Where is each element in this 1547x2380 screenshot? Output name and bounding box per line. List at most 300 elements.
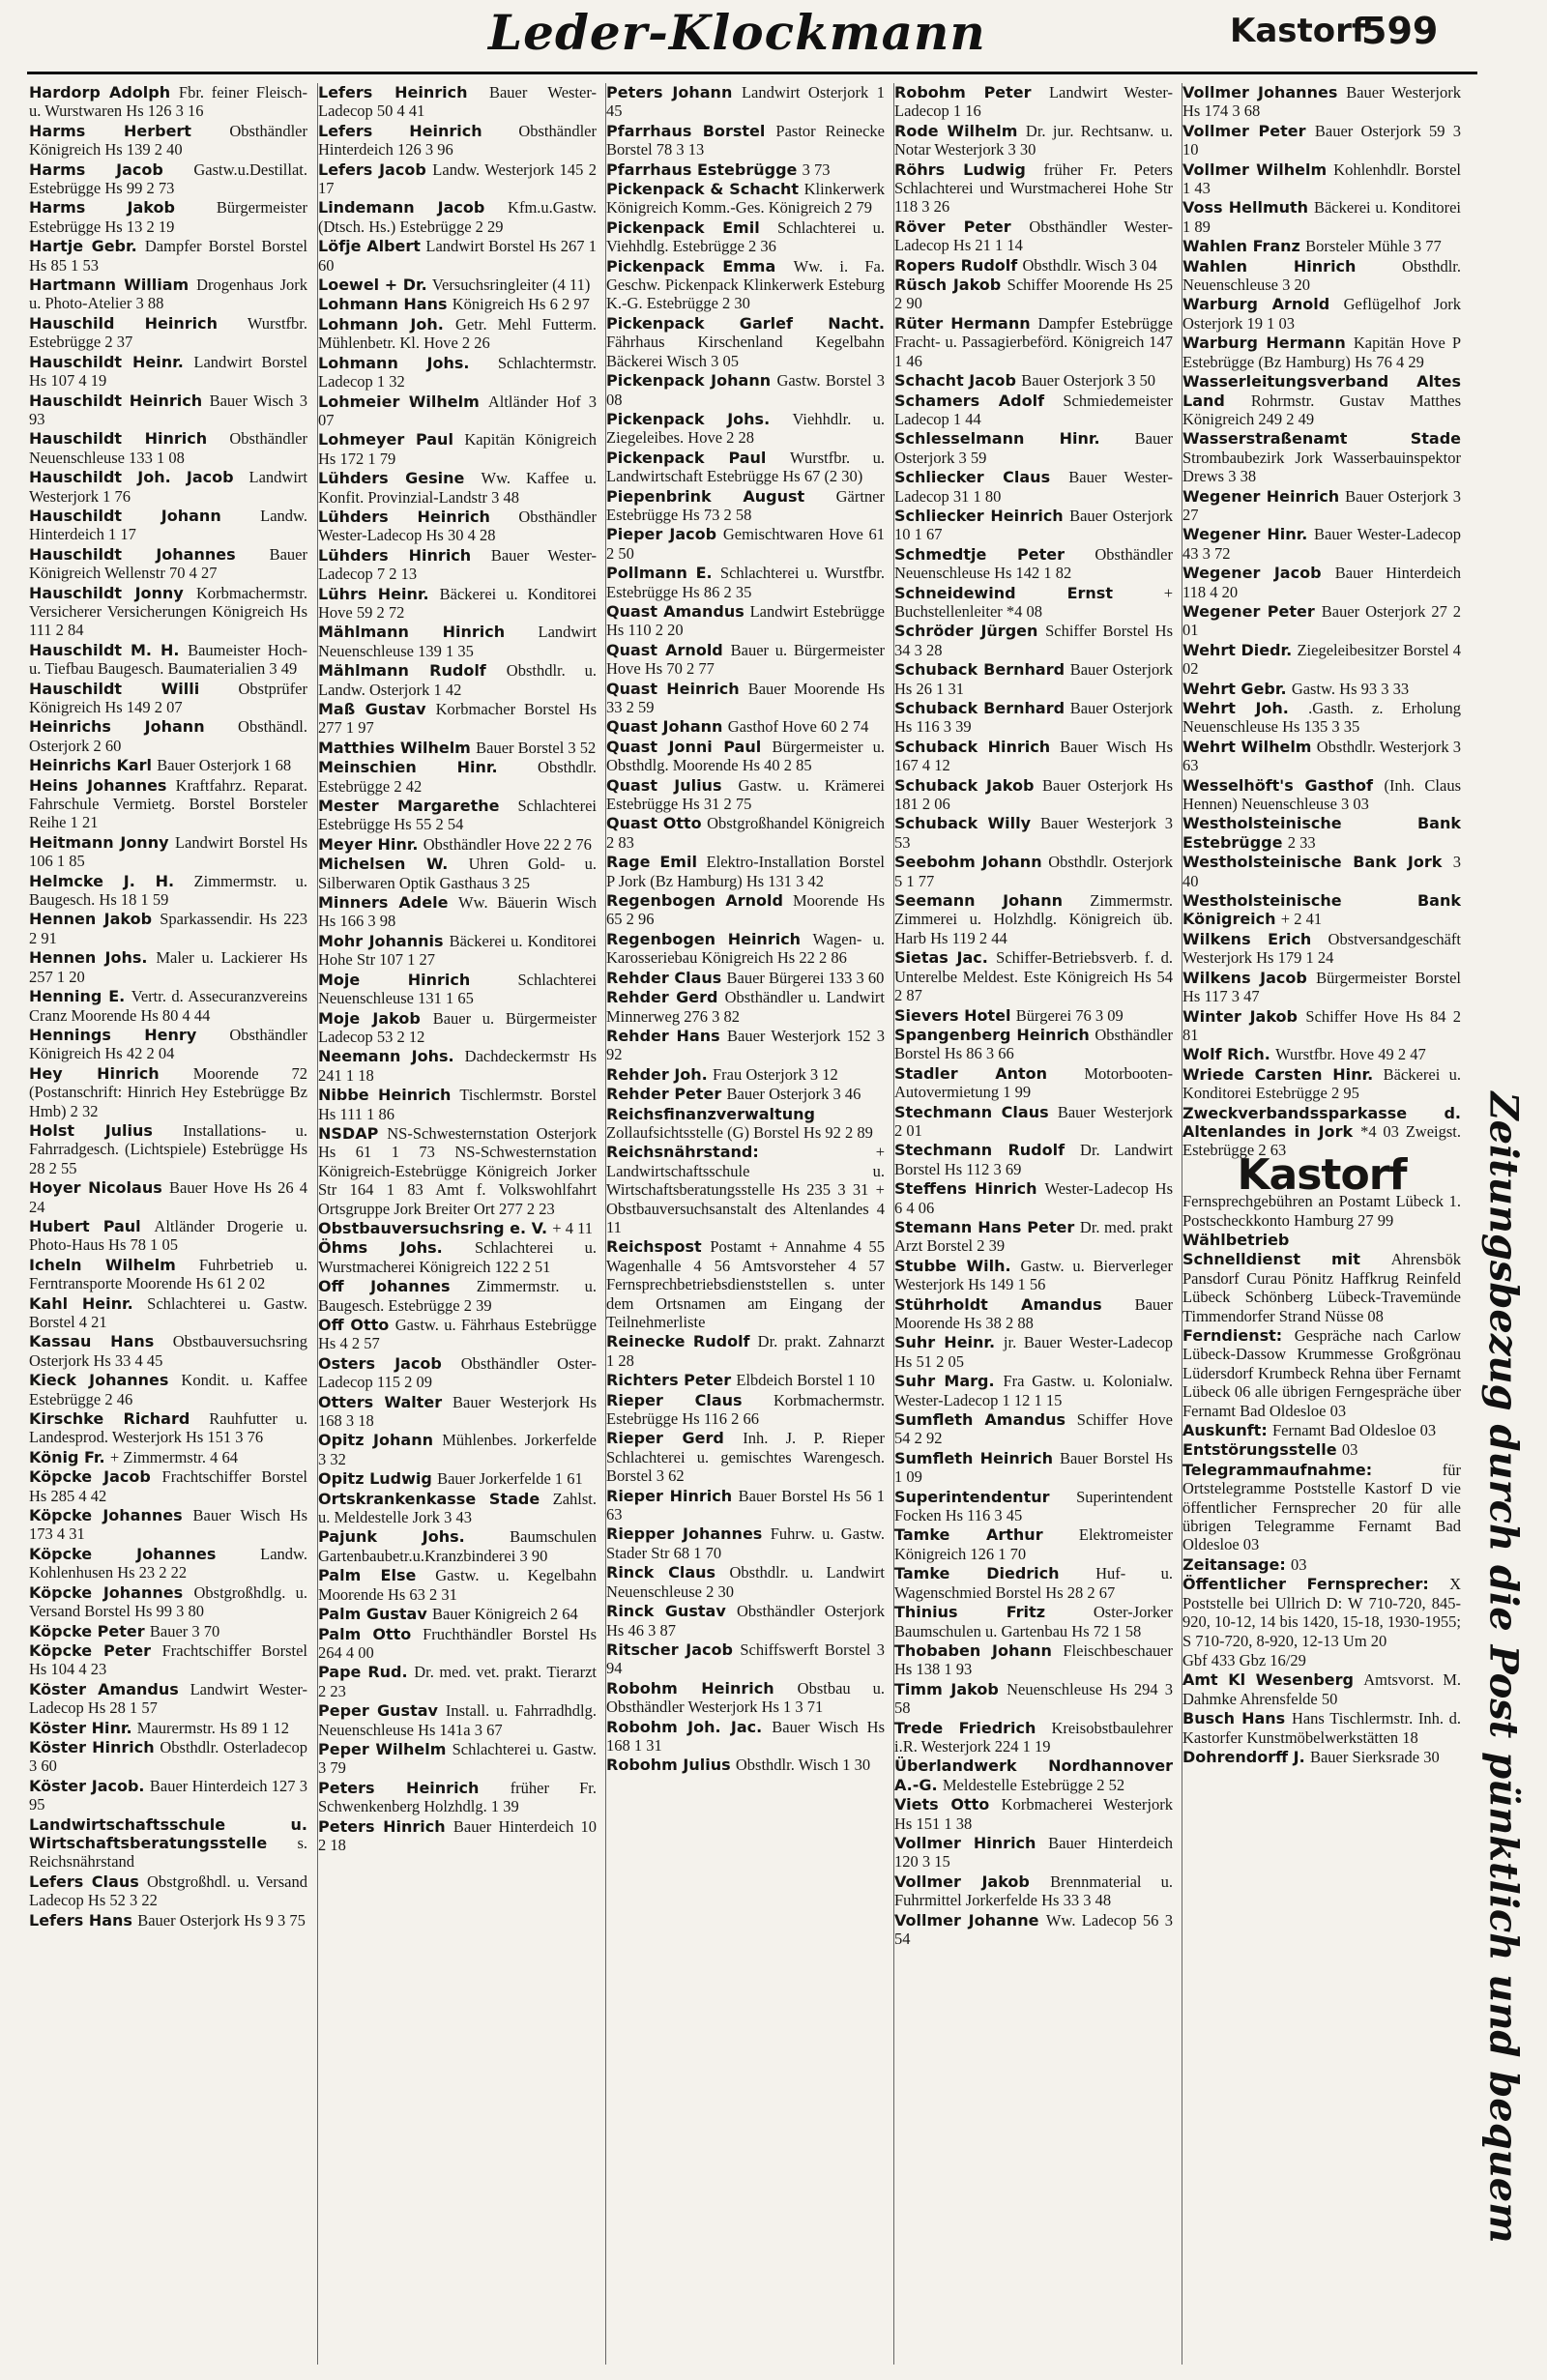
entry-name: Röhrs Ludwig	[894, 160, 1026, 179]
entry-details: Bauer Moorende Hs 33 2 59	[606, 679, 885, 716]
entry-details: Schlachterei Neuenschleuse 131 1 65	[318, 970, 597, 1008]
directory-entry	[318, 1277, 597, 1315]
entry-name: Wriede Carsten Hinr.	[1182, 1064, 1374, 1084]
directory-entry	[1182, 602, 1461, 640]
entry-details: Bauer Hinterdeich 120 3 15	[894, 1833, 1173, 1872]
entry-details: früher Fr. Peters Schlachterei und Wurstmacherei Hohe Str 118 3 26	[894, 160, 1173, 217]
directory-entry	[606, 1640, 885, 1678]
entry-name: Landwirtschaftsschule u. Wirtschaftsberatungsstelle	[29, 1814, 307, 1852]
entry-details: Obsthändler Wester-Ladecop Hs 21 1 14	[894, 217, 1173, 255]
entry-name: Quast Otto	[606, 814, 702, 833]
directory-entry	[318, 315, 597, 353]
entry-details: Landw. Hinterdeich 1 17	[29, 506, 307, 544]
entry-name: Suhr Marg.	[894, 1372, 995, 1391]
entry-name: Steffens Hinrich	[894, 1179, 1037, 1199]
directory-entry	[29, 507, 307, 544]
entry-name: Schuback Hinrich	[894, 737, 1051, 756]
entry-name: Rüter Hermann	[894, 313, 1031, 333]
directory-entry	[29, 1506, 307, 1544]
entry-details: Gastw. Hs 93 3 33	[1291, 679, 1410, 698]
entry-name: Kassau Hans	[29, 1332, 155, 1351]
entry-name: Hennen Jakob	[29, 910, 153, 929]
directory-entry	[1182, 334, 1461, 371]
entry-name: Timm Jakob	[894, 1679, 999, 1698]
entry-name: Neemann Johs.	[318, 1047, 454, 1066]
entry-details: Bauer Osterjork 3 50	[1021, 371, 1156, 391]
entry-name: Schuback Bernhard	[894, 699, 1065, 717]
directory-entry	[29, 756, 307, 774]
directory-entry	[29, 429, 307, 467]
entry-name: Wehrt Wilhelm	[1182, 737, 1312, 756]
entry-details: Bauer Borstel 3 52	[476, 738, 597, 757]
entry-details: Obsthändler Königreich Hs 42 2 04	[29, 1025, 307, 1063]
directory-entry	[606, 814, 885, 852]
column-3	[605, 83, 885, 2365]
entry-details: 3 73	[802, 160, 831, 179]
entry-details: Rohrmstr. Gustav Matthes Königreich 249 2 49	[1182, 391, 1461, 428]
entry-details: Drogenhaus Jork u. Photo-Atelier 3 88	[29, 276, 307, 313]
directory-entry	[894, 468, 1173, 506]
entry-name: Wesselhöft's Gasthof	[1182, 775, 1373, 795]
directory-entry	[318, 739, 597, 757]
entry-name: Seemann Johann	[894, 891, 1063, 911]
directory-entry	[29, 160, 307, 198]
entry-details: Korbmacher Borstel Hs 277 1 97	[318, 700, 597, 738]
directory-entry	[606, 257, 885, 313]
directory-entry	[606, 776, 885, 814]
entry-details: Obstbau u. Obsthändler Westerjork Hs 1 3 71	[606, 1678, 885, 1717]
entry-details: Korbmachermstr. Versicherer Versicherungen Königreich Hs 111 2 84	[29, 583, 307, 640]
entry-name: Entstörungsstelle	[1182, 1440, 1337, 1460]
entry-name: Palm Else	[318, 1566, 417, 1585]
entry-details: Bauer Osterjork Hs 181 2 06	[894, 775, 1173, 814]
directory-entry	[29, 584, 307, 640]
directory-entry	[1182, 1007, 1461, 1045]
entry-details: Bauer u. Bürgermeister Hove Hs 70 2 77	[606, 640, 885, 679]
entry-name: Peters Heinrich	[318, 1778, 480, 1797]
directory-entry	[1182, 680, 1461, 698]
entry-details: Installations- u. Fahrradgesch. (Lichtspiele) Estebrügge Hs 28 2 55	[29, 1120, 307, 1177]
entry-details: Wagen- u. Karosseriebau Königreich Hs 22 2 86	[606, 929, 885, 968]
directory-entry	[1182, 372, 1461, 428]
entry-details: Sparkassendir. Hs 223 2 91	[29, 910, 307, 947]
directory-entry	[894, 1795, 1173, 1833]
entry-name: Lohmeyer Paul	[318, 430, 453, 450]
entry-details: Gastw. u. Kegelbahn Moorende Hs 63 2 31	[318, 1566, 597, 1604]
directory-entry	[29, 392, 307, 429]
directory-entry	[29, 314, 307, 352]
directory-entry	[318, 1124, 597, 1218]
entry-name: Stubbe Wilh.	[894, 1256, 1011, 1275]
entry-details: Borsteler Mühle 3 77	[1305, 237, 1442, 256]
entry-name: Mohr Johannis	[318, 931, 444, 950]
entry-name: Hauschildt Joh. Jacob	[29, 468, 234, 487]
entry-details: Wurstfbr. u. Landwirtschaft Estebrügge Hs 67 (2 30)	[606, 448, 885, 486]
entry-details: Strombaubezirk Jork Wasserbauinspektor Drews 3 38	[1182, 448, 1461, 486]
entry-name: Michelsen W.	[318, 855, 449, 874]
entry-name: Lohmeier Wilhelm	[318, 392, 480, 411]
entry-details: Bauer Hove Hs 26 4 24	[29, 1178, 307, 1216]
entry-details: Fernsprechgebühren an Postamt Lübeck 1. Postscheckkonto Hamburg 27 99	[1182, 1192, 1461, 1230]
entry-details: Bauer Königreich Wellenstr 70 4 27	[29, 544, 307, 583]
entry-details: Versuchsringleiter (4 11)	[431, 276, 591, 295]
directory-entry	[29, 1545, 307, 1582]
directory-entry	[318, 1393, 597, 1431]
directory-entry	[318, 1009, 597, 1047]
entry-details: Bauer Borstel Hs 56 1 63	[606, 1486, 885, 1524]
entry-name: Hennings Henry	[29, 1025, 197, 1044]
entry-details: Bauer Wester-Ladecop 31 1 80	[894, 468, 1173, 506]
directory-entry	[29, 1622, 307, 1640]
entry-name: Hartmann William	[29, 276, 190, 295]
directory-entry	[318, 797, 597, 834]
directory-entry	[606, 853, 885, 890]
entry-details: Neuenschleuse Hs 294 3 58	[894, 1679, 1173, 1718]
directory-entry	[894, 1333, 1173, 1371]
entry-name: Pieper Jacob	[606, 525, 717, 544]
entry-name: Reichsnährstand:	[606, 1143, 759, 1162]
entry-details: Obstbauversuchsring Osterjork Hs 33 4 45	[29, 1332, 307, 1370]
page-number: 599	[1361, 10, 1439, 52]
directory-entry	[29, 122, 307, 160]
entry-details: Kreisobstbaulehrer i.R. Westerjork 224 1 19	[894, 1718, 1173, 1756]
entry-name: Stührholdt Amandus	[894, 1294, 1102, 1314]
directory-entry	[29, 872, 307, 910]
directory-entry	[29, 353, 307, 391]
directory-entry	[606, 717, 885, 736]
directory-entry	[29, 910, 307, 947]
directory-entry	[29, 1217, 307, 1255]
directory-entry	[29, 1409, 307, 1447]
entry-details: Bäckerei u. Konditorei Hove 59 2 72	[318, 584, 597, 622]
directory-entry	[29, 1641, 307, 1679]
entry-details: Viehhdlr. u. Ziegeleibes. Hove 2 28	[606, 409, 885, 448]
entry-details: Frachtschiffer Borstel Hs 285 4 42	[29, 1467, 307, 1505]
entry-details: Altländer Hof 3 07	[318, 392, 597, 429]
entry-details: Bauer Osterjork 27 2 01	[1182, 601, 1461, 640]
directory-entry	[29, 717, 307, 755]
entry-name: Auskunft:	[1182, 1421, 1268, 1440]
entry-details: Vertr. d. Assecuranzvereins Cranz Moorende Hs 80 4 44	[29, 987, 307, 1025]
directory-entry	[1182, 1575, 1461, 1650]
entry-name: Regenbogen Arnold	[606, 891, 783, 911]
entry-details: Brennmaterial u. Fuhrmittel Jorkerfelde Hs 33 3 48	[894, 1872, 1173, 1910]
directory-entry	[894, 545, 1173, 583]
entry-name: Mählmann Hinrich	[318, 623, 506, 642]
entry-details: Ahrensbök Pansdorf Curau Pönitz Haffkrug Reinfeld Lübeck Schönberg Lübeck-Travemünde Timmendorfer Strand Nüsse 08	[1182, 1250, 1461, 1325]
entry-name: Tamke Arthur	[894, 1525, 1043, 1545]
entry-name: Vollmer Wilhelm	[1182, 160, 1328, 179]
entry-details: Fährhaus Kirschenland Kegelbahn Bäckerei Wisch 3 05	[606, 333, 885, 370]
directory-entry	[318, 354, 597, 392]
entry-name: Wählbetrieb	[1182, 1230, 1290, 1249]
entry-details: Dr. prakt. Zahnarzt 1 28	[606, 1332, 885, 1370]
entry-name: NSDAP	[318, 1123, 379, 1143]
directory-entry	[1182, 814, 1461, 852]
directory-entry	[606, 83, 885, 121]
entry-name: Sievers Hotel	[894, 1005, 1011, 1025]
entry-name: Wehrt Diedr.	[1182, 640, 1293, 659]
directory-entry	[894, 1141, 1173, 1178]
entry-details: + 4 11	[552, 1218, 593, 1237]
directory-entry	[894, 1449, 1173, 1487]
entry-name: Osters Jacob	[318, 1353, 442, 1373]
entry-details: Bauer Osterjork 3 27	[1182, 486, 1461, 524]
entry-name: Öffentlicher Fernsprecher:	[1182, 1575, 1429, 1594]
entry-details: Gastw.u.Destillat. Estebrügge Hs 99 2 73	[29, 160, 307, 198]
entry-details: Bauer Borstel Hs 1 09	[894, 1448, 1173, 1487]
directory-entry	[318, 1527, 597, 1565]
entry-name: Rehder Gerd	[606, 988, 718, 1007]
entry-name: Vollmer Peter	[1182, 121, 1306, 140]
entry-name: Wasserstraßenamt Stade	[1182, 429, 1461, 449]
entry-name: Peper Wilhelm	[318, 1739, 447, 1758]
directory-entry	[29, 276, 307, 313]
entry-details: Gespräche nach Carlow Lübeck-Dassow Krummesse Großgrönau Lüdersdorf Krumbeck Rehna über Fernamt Lübeck 06 alle übrigen Ferngespräche über Fernamt Bad Oldesloe 03	[1182, 1326, 1461, 1420]
entry-name: Thobaben Johann	[894, 1640, 1052, 1660]
directory-entry	[894, 1680, 1173, 1718]
directory-entry	[894, 660, 1173, 698]
entry-name: Zweckverbandssparkasse d. Altenlandes in Jork	[1182, 1103, 1461, 1141]
entry-details: Ziegeleibesitzer Borstel 4 02	[1182, 640, 1461, 679]
entry-name: Amt Kl Wesenberg	[1182, 1670, 1354, 1690]
entry-details: Obsthändler Wester-Ladecop Hs 30 4 28	[318, 507, 597, 545]
directory-entry	[894, 1603, 1173, 1640]
entry-name: Wegener Heinrich	[1182, 486, 1340, 506]
directory-entry	[318, 295, 597, 313]
directory-entry	[894, 1525, 1173, 1563]
entry-details: Rauhfutter u. Landesprod. Westerjork Hs 151 3 76	[29, 1409, 307, 1447]
entry-name: Köpcke Johannes	[29, 1544, 217, 1563]
entry-name: Heinrichs Johann	[29, 717, 205, 737]
directory-entry	[894, 1026, 1173, 1063]
directory-entry	[894, 218, 1173, 255]
entry-name: Pajunk Johs.	[318, 1527, 465, 1547]
entry-name: Rehder Claus	[606, 968, 722, 987]
entry-details: Dachdeckermstr Hs 241 1 18	[318, 1047, 597, 1085]
directory-entry	[894, 314, 1173, 370]
directory-entry	[29, 987, 307, 1025]
entry-name: Pickenpack Emma	[606, 256, 776, 276]
entry-details: Bauer Osterjork 59 3 10	[1182, 121, 1461, 160]
entry-details: Klinkerwerk Königreich Komm.-Ges. Königreich 2 79	[606, 180, 885, 218]
entry-details: Bauer Hinterdeich 127 3 95	[29, 1776, 307, 1814]
directory-entry	[894, 1295, 1173, 1333]
entry-name: Wolf Rich.	[1182, 1045, 1270, 1064]
entry-name: Pickenpack Johann	[606, 371, 772, 391]
directory-entry	[606, 1602, 885, 1640]
entry-name: Vollmer Hinrich	[894, 1833, 1036, 1852]
entry-name: Wegener Peter	[1182, 601, 1315, 621]
entry-name: Vollmer Johannes	[1182, 83, 1338, 102]
entry-details: Dampfer Borstel Borstel Hs 85 1 53	[29, 237, 307, 275]
entry-details: Wurstfbr. Estebrügge 2 37	[29, 313, 307, 352]
entry-name: Schuback Bernhard	[894, 660, 1065, 680]
entry-name: Quast Amandus	[606, 601, 744, 621]
entry-details: jr. Bauer Wester-Ladecop Hs 51 2 05	[894, 1333, 1173, 1371]
entry-details: Ww. Kaffee u. Konfit. Provinzial-Landstr 3 48	[318, 469, 597, 507]
directory-entry	[894, 122, 1173, 160]
entry-details: Wurstfbr. Hove 49 2 47	[1275, 1045, 1426, 1064]
entry-name: Überlandwerk Nordhannover A.-G.	[894, 1756, 1173, 1794]
entry-name: Lohmann Joh.	[318, 314, 444, 334]
directory-entry	[1182, 1440, 1461, 1459]
directory-columns	[29, 83, 1474, 2365]
entry-name: Rinck Gustav	[606, 1602, 726, 1621]
directory-entry	[894, 1719, 1173, 1756]
entry-name: Pickenpack Johs.	[606, 409, 771, 428]
entry-name: Helmcke J. H.	[29, 871, 175, 890]
entry-details: Zahlst. u. Meldestelle Jork 3 43	[318, 1489, 597, 1527]
directory-entry	[1182, 198, 1461, 236]
entry-details: Schiffer Borstel Hs 34 3 28	[894, 622, 1173, 659]
directory-entry	[318, 1740, 597, 1778]
directory-entry	[894, 1218, 1173, 1256]
entry-details: Bauer Westerjork 3 53	[894, 814, 1173, 852]
entry-name: Dohrendorff J.	[1182, 1747, 1305, 1766]
directory-entry	[606, 1391, 885, 1429]
directory-entry	[606, 371, 885, 409]
entry-details: Schlachterei u. Viehhdlg. Estebrügge 2 36	[606, 218, 885, 256]
directory-entry	[29, 1448, 307, 1466]
entry-details: Obsthändler Oster-Ladecop 115 2 09	[318, 1353, 597, 1392]
entry-name: Lohmann Johs.	[318, 353, 470, 372]
directory-entry	[894, 891, 1173, 947]
entry-details: 03	[1341, 1440, 1358, 1460]
directory-entry	[1182, 1421, 1461, 1439]
entry-name: Sumfleth Amandus	[894, 1410, 1066, 1430]
entry-details: Baumeister Hoch- u. Tiefbau Baugesch. Baumaterialien 3 49	[29, 640, 307, 679]
directory-entry	[606, 1487, 885, 1524]
entry-details: Gastw. Borstel 3 08	[606, 371, 885, 409]
directory-entry	[606, 1332, 885, 1370]
entry-name: Stadler Anton	[894, 1063, 1048, 1083]
entry-details: Wester-Ladecop Hs 6 4 06	[894, 1179, 1173, 1217]
entry-name: Hauschildt Hinrich	[29, 429, 208, 449]
entry-details: X Poststelle bei Ullrich D: W 710-720, 845-920, 10-12, 14 bis 1420, 15-18, 1930-1955; S 710-720, 8-920, 12-13 Um 20	[1182, 1575, 1461, 1650]
entry-name: Harms Jakob	[29, 198, 175, 218]
entry-name: Lühders Gesine	[318, 469, 465, 488]
entry-details: Bäckerei u. Konditorei Estebrügge 2 95	[1182, 1064, 1461, 1103]
entry-details: Dr. jur. Rechtsanw. u. Notar Westerjork 3 30	[894, 121, 1173, 160]
entry-name: Schamers Adolf	[894, 391, 1045, 410]
directory-entry	[606, 1371, 885, 1389]
entry-name: Off Otto	[318, 1316, 390, 1334]
directory-entry	[894, 699, 1173, 737]
entry-name: Hennen Johs.	[29, 948, 148, 968]
directory-entry	[318, 430, 597, 468]
entry-details: *4 03 Zweigst. Estebrügge 2 63	[1182, 1121, 1461, 1160]
entry-details: 2 33	[1287, 832, 1316, 852]
entry-details: Bauer Hinterdeich 118 4 20	[1182, 564, 1461, 601]
entry-details: Obsthändler Neuenschleuse Hs 142 1 82	[894, 544, 1173, 583]
directory-entry	[318, 1663, 597, 1700]
entry-name: Pickenpack & Schacht	[606, 180, 800, 199]
directory-entry	[606, 564, 885, 601]
directory-entry	[894, 371, 1173, 390]
entry-details: Obsthändler Neuenschleuse 133 1 08	[29, 429, 307, 467]
entry-name: Heinrichs Karl	[29, 756, 153, 775]
directory-entry	[606, 1679, 885, 1717]
entry-name: Köpcke Jacob	[29, 1467, 151, 1487]
entry-details: Superintendent Focken Hs 116 3 45	[894, 1487, 1173, 1525]
directory-entry	[606, 218, 885, 256]
entry-details: Bauer Wester-Ladecop 43 3 72	[1182, 525, 1461, 563]
entry-name: Rieper Gerd	[606, 1429, 724, 1448]
entry-details: Obsthändl. Osterjork 2 60	[29, 717, 307, 755]
directory-entry	[318, 855, 597, 892]
entry-name: Wehrt Joh.	[1182, 699, 1289, 717]
entry-name: Schneidewind Ernst	[894, 583, 1113, 602]
entry-name: Lefers Heinrich	[318, 121, 482, 140]
entry-details: Uhren Gold- u. Silberwaren Optik Gasthaus 3 25	[318, 855, 597, 892]
directory-entry	[894, 948, 1173, 1004]
directory-entry	[1182, 1326, 1461, 1420]
directory-entry	[606, 602, 885, 640]
entry-name: Ropers Rudolf	[894, 255, 1018, 275]
entry-details: Schiffer Hove Hs 84 2 81	[1182, 1006, 1461, 1044]
entry-details: Schlachtermstr. Ladecop 1 32	[318, 353, 597, 392]
sidebar-advert-text: Zeitungsbezug durch die Post pünktlich und bequem	[1480, 1091, 1527, 2244]
entry-name: Rehder Joh.	[606, 1064, 708, 1084]
directory-entry	[29, 1738, 307, 1776]
entry-name: Matthies Wilhelm	[318, 738, 471, 757]
directory-entry	[318, 1316, 597, 1353]
directory-entry	[1182, 429, 1461, 485]
entry-name: Westholsteinische Bank Königreich	[1182, 891, 1461, 929]
directory-entry	[318, 508, 597, 545]
entry-details: Moorende 72 (Postanschrift: Hinrich Hey Estebrügge Bz Hmb) 2 32	[29, 1063, 307, 1120]
directory-entry	[318, 1490, 597, 1527]
directory-entry	[29, 1680, 307, 1718]
entry-name: Rage Emil	[606, 853, 697, 872]
entry-name: Palm Otto	[318, 1624, 412, 1643]
entry-name: Vollmer Johanne	[894, 1910, 1039, 1930]
directory-entry	[1182, 1670, 1461, 1708]
entry-name: Regenbogen Heinrich	[606, 929, 802, 948]
entry-details: Meldestelle Estebrügge 2 52	[942, 1775, 1125, 1794]
entry-name: Nibbe Heinrich	[318, 1086, 452, 1105]
entry-name: Sumfleth Heinrich	[894, 1448, 1053, 1467]
entry-details: Obsthändler Borstel Hs 86 3 66	[894, 1025, 1173, 1063]
entry-details: Bürgermeister u. Obsthdlg. Moorende Hs 40 2 85	[606, 737, 885, 775]
sidebar-advert	[1470, 1091, 1537, 2244]
directory-entry	[894, 276, 1173, 313]
entry-details: Königreich Hs 6 2 97	[452, 295, 590, 314]
directory-entry	[894, 776, 1173, 814]
directory-entry	[606, 738, 885, 775]
entry-details: Bauer Wisch 3 93	[29, 391, 307, 428]
entry-details: Dampfer Estebrügge Fracht- u. Passagierbeförd. Königreich 147 1 46	[894, 313, 1173, 370]
entry-name: Hauschildt Heinr.	[29, 352, 184, 371]
directory-entry	[318, 237, 597, 275]
entry-name: Superintendentur	[894, 1487, 1050, 1506]
entry-details: Bürgermeister Estebrügge Hs 13 2 19	[29, 198, 307, 236]
entry-name: Mester Margarethe	[318, 797, 500, 816]
entry-details: Kfm.u.Gastw. (Dtsch. Hs.) Estebrügge 2 29	[318, 198, 597, 236]
directory-entry	[1182, 122, 1461, 160]
entry-name: Henning E.	[29, 987, 126, 1006]
entry-name: Sietas Jac.	[894, 948, 988, 968]
entry-name: Köpcke Johannes	[29, 1506, 183, 1525]
entry-details: Bauer Wisch Hs 167 4 12	[894, 737, 1173, 775]
entry-name: Westholsteinische Bank Jork	[1182, 853, 1443, 872]
entry-details: Kapitän Königreich Hs 172 1 79	[318, 430, 597, 468]
entry-details: Kondit. u. Kaffee Estebrügge 2 46	[29, 1371, 307, 1408]
directory-entry	[29, 545, 307, 583]
entry-details: Maurermstr. Hs 89 1 12	[136, 1718, 289, 1737]
entry-details: Obsthändler Osterjork Hs 46 3 87	[606, 1602, 885, 1640]
